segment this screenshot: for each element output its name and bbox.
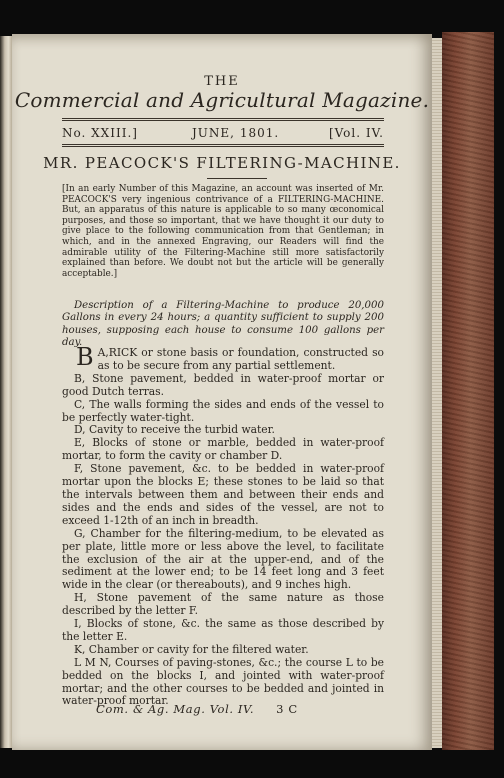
book-cover	[442, 32, 494, 750]
masthead-article: THE	[204, 74, 240, 89]
issue-volume: [Vol. IV.	[328, 126, 384, 140]
facing-page-edge	[0, 36, 12, 748]
page-stack-edge	[432, 38, 442, 748]
paragraph-d: D, Cavity to receive the turbid water.	[74, 423, 275, 437]
description-text: Description of a Filtering-Machine to produce 20,000 Gallons in every 24 hours; a quantity sufficient to supply 200 houses, supposing each house to consume 100 gallons per day.	[62, 300, 384, 349]
drop-cap: B	[76, 343, 94, 371]
masthead-rule-top	[62, 118, 384, 121]
paragraph-lmn: L M N, Courses of paving-stones, &c.; the course L to be bedded on the blocks I, and jointed with water-proof mortar; and the other courses to be bedded and jointed in water-proof mortar.	[62, 655, 384, 708]
paragraph-b: B, Stone pavement, bedded in water-proof mortar or good Dutch terras.	[62, 371, 384, 398]
paragraph-g: G, Chamber for the filtering-medium, to be elevated as per plate, little more or less above the level, to facilitate the exclusion of the air at the upper-end, and of the sediment at the lower end; to be 14 feet long and 3 feet wide in the clear (or thereabouts), and 9 inches high.	[62, 526, 384, 592]
issue-date: JUNE, 1801.	[192, 126, 280, 140]
page-footer	[96, 702, 298, 716]
machine-description	[62, 300, 384, 350]
magazine-title: Commercial and Agricultural Magazine.	[14, 88, 430, 112]
title-rule	[207, 178, 267, 179]
masthead-rule-bottom	[62, 144, 384, 147]
editor-note-text: [In an early Number of this Magazine, an account was inserted of Mr. PEACOCK'S very ingenious contrivance of a FILTERING-MACHINE. But, an apparatus of this nature is applicable to so many œconomical purposes, and those so important, that we have thought it our duty to give place to the following communication from that Gentleman; in which, and in the annexed Engraving, our Readers will find the admirable utility of the Filtering-Machine still more satisfactorily explained than before. We doubt not but the article will be generally acceptable.]	[62, 184, 384, 279]
book-page	[12, 34, 432, 750]
article-title: MR. PEACOCK'S FILTERING-MACHINE.	[43, 154, 401, 172]
paragraph-a-letter: A,	[97, 346, 109, 359]
paragraph-c: C, The walls forming the sides and ends of the vessel to be perfectly water-tight.	[62, 397, 384, 424]
issue-line	[62, 126, 384, 142]
paragraph-k: K, Chamber or cavity for the filtered water.	[74, 642, 309, 656]
paragraph-h: H, Stone pavement of the same nature as those described by the letter F.	[62, 591, 384, 618]
paragraph-a	[62, 343, 384, 373]
editor-note	[62, 184, 384, 279]
paragraph-f: F, Stone pavement, &c. to be bedded in water-proof mortar upon the blocks E; these stones to be laid so that the intervals between them and between their ends and sides and the ends and sides of the vessel, are not to exceed 1-12th of an inch in breadth.	[62, 462, 384, 527]
issue-number: No. XXIII.]	[62, 126, 138, 140]
article-body	[62, 343, 384, 708]
paragraph-e: E, Blocks of stone or marble, bedded in water-proof mortar, to form the cavity or chamber D.	[62, 436, 384, 463]
footer-running-title: Com. & Ag. Mag. Vol. IV.	[96, 702, 255, 716]
paragraph-a-text: RICK or stone basis or foundation, constructed so as to be secure from any partial settlement.	[97, 346, 384, 372]
signature-mark: 3 C	[276, 702, 298, 716]
paragraph-i: I, Blocks of stone, &c. the same as those described by the letter E.	[62, 617, 384, 643]
